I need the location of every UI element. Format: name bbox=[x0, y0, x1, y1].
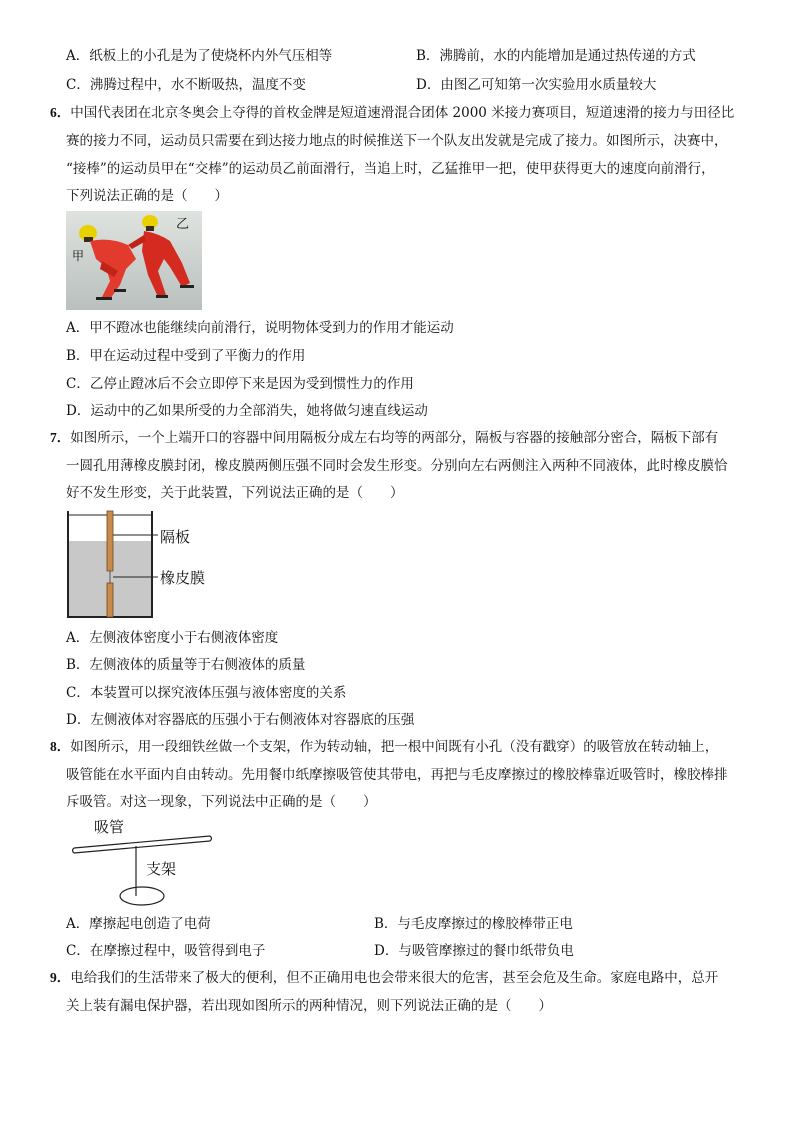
question-number: 9． bbox=[50, 970, 71, 985]
q6-stem-text: 中国代表团在北京冬奥会上夺得的首枚金牌是短道速滑混合团体 2000 米接力赛项目，短道速滑的接力与田径比 bbox=[70, 105, 735, 121]
q9-stem-text: 电给我们的生活带来了极大的便利，但不正确用电也会带来很大的危害，甚至会危及生命。家庭电路中，总开 bbox=[70, 970, 719, 986]
speed-skating-photo bbox=[66, 211, 202, 310]
q8-stem-text: 如图所示，用一段细铁丝做一个支架，作为转动轴，把一根中间既有小孔（没有戳穿）的吸管放在转动轴上， bbox=[70, 739, 719, 755]
q8-stem-line-1 bbox=[50, 737, 718, 757]
q6-option-c: C．乙停止蹬冰后不会立即停下来是因为受到惯性力的作用 bbox=[66, 376, 414, 392]
question-number: 7． bbox=[50, 430, 71, 445]
q6-option-a: A．甲不蹬冰也能继续向前滑行，说明物体受到力的作用才能运动 bbox=[66, 320, 454, 336]
container-with-partition bbox=[66, 509, 226, 621]
q6-stem-line-4: 下列说法正确的是（ ） bbox=[66, 188, 228, 204]
container-diagram bbox=[66, 509, 226, 621]
q7-option-d: D．左侧液体对容器底的压强小于右侧液体对容器底的压强 bbox=[66, 712, 415, 728]
q8-option-c: C．在摩擦过程中，吸管得到电子 bbox=[66, 943, 266, 959]
label-straw: 吸管 bbox=[94, 818, 125, 836]
q7-option-c: C．本装置可以探究液体压强与液体密度的关系 bbox=[66, 685, 347, 701]
label-rubber-membrane: 橡皮膜 bbox=[160, 569, 206, 587]
q9-stem-line-2: 关上装有漏电保护器，若出现如图所示的两种情况，则下列说法正确的是（ ） bbox=[66, 998, 552, 1014]
straw-on-stand bbox=[70, 816, 220, 912]
q7-stem-line-3: 好不发生形变，关于此装置，下列说法正确的是（ ） bbox=[66, 485, 404, 501]
q5-option-a: A．纸板上的小孔是为了使烧杯内外气压相等 bbox=[66, 48, 333, 64]
q8-option-a: A．摩擦起电创造了电荷 bbox=[66, 916, 211, 932]
q5-option-b: B．沸腾前，水的内能增加是通过热传递的方式 bbox=[416, 48, 696, 64]
q6-stem-line-1 bbox=[50, 103, 734, 123]
q7-stem-line-2: 一圆孔用薄橡皮膜封闭，橡皮膜两侧压强不同时会发生形变。分别向左右两侧注入两种不同液体，此时橡皮膜恰 bbox=[66, 458, 728, 474]
question-number: 6． bbox=[50, 105, 71, 120]
q5-option-d: D．由图乙可知第一次实验用水质量较大 bbox=[416, 77, 657, 93]
q7-stem-text: 如图所示，一个上端开口的容器中间用隔板分成左右均等的两部分，隔板与容器的接触部分密合，隔板下部有 bbox=[70, 430, 719, 446]
q8-stem-line-2: 吸管能在水平面内自由转动。先用餐巾纸摩擦吸管使其带电，再把与毛皮摩擦过的橡胶棒靠近吸管时，橡胶棒排 bbox=[66, 767, 728, 783]
q7-option-b: B．左侧液体的质量等于右侧液体的质量 bbox=[66, 657, 306, 673]
q5-option-c: C．沸腾过程中，水不断吸热，温度不变 bbox=[66, 77, 306, 93]
question-number: 8． bbox=[50, 739, 71, 754]
q7-option-a: A．左侧液体密度小于右侧液体密度 bbox=[66, 630, 279, 646]
q7-stem-line-1 bbox=[50, 428, 718, 448]
q8-stem-line-3: 斥吸管。对这一现象，下列说法中正确的是（ ） bbox=[66, 794, 377, 810]
q9-stem-line-1 bbox=[50, 968, 718, 988]
label-skater-jia: 甲 bbox=[72, 249, 85, 263]
q8-option-b: B．与毛皮摩擦过的橡胶棒带正电 bbox=[374, 916, 573, 932]
label-skater-yi: 乙 bbox=[176, 217, 190, 232]
q6-option-b: B．甲在运动过程中受到了平衡力的作用 bbox=[66, 348, 306, 364]
q6-stem-line-2: 赛的接力不同，运动员只需要在到达接力地点的时候推送下一个队友出发就是完成了接力。如图所示，决赛中， bbox=[66, 133, 728, 149]
q6-option-d: D．运动中的乙如果所受的力全部消失，她将做匀速直线运动 bbox=[66, 403, 428, 419]
label-partition: 隔板 bbox=[160, 528, 191, 546]
q8-option-d: D．与吸管摩擦过的餐巾纸带负电 bbox=[374, 943, 574, 959]
label-stand: 支架 bbox=[146, 860, 177, 878]
straw-stand-diagram bbox=[70, 816, 220, 912]
q6-stem-line-3: “接棒”的运动员甲在“交棒”的运动员乙前面滑行，当追上时，乙猛推甲一把，使甲获得更大的速度向前滑行， bbox=[66, 161, 715, 177]
